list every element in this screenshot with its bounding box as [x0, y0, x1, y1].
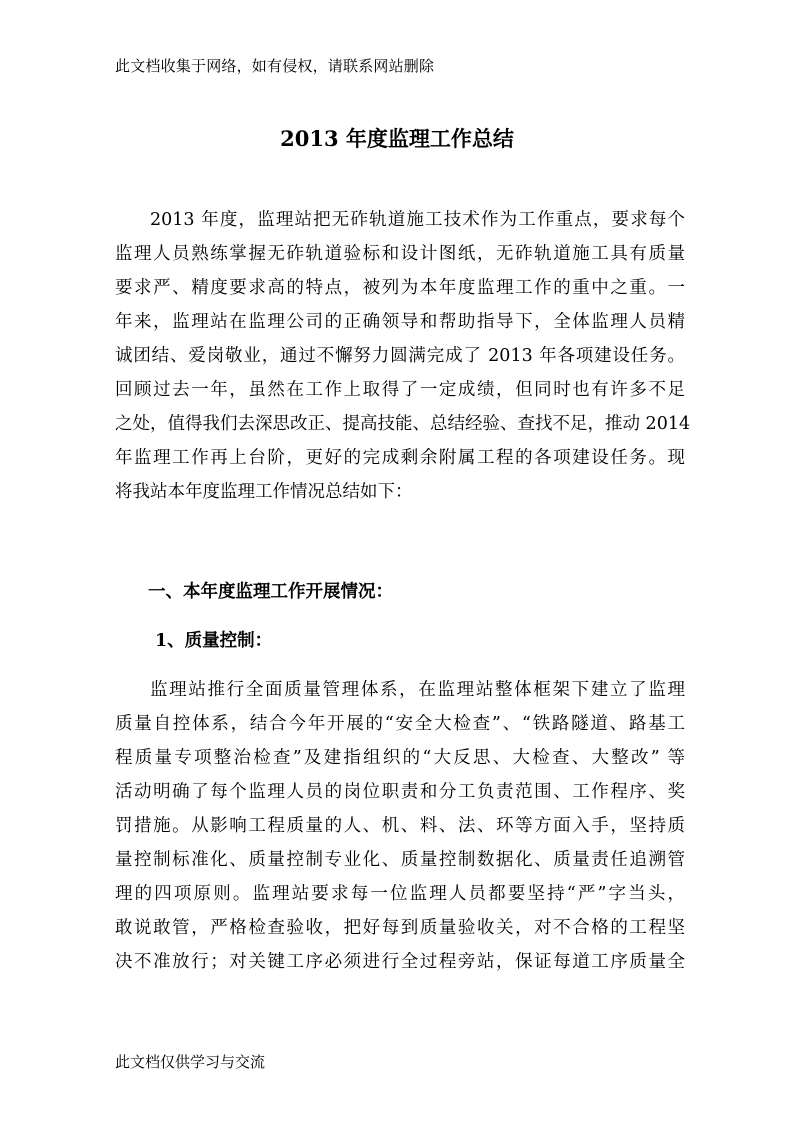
paragraph-line: 敢说敢管，严格检查验收，把好每到质量验收关，对不合格的工程坚 — [115, 918, 685, 938]
footer-note: 此文档仅供学习与交流 — [115, 1053, 266, 1071]
paragraph-line: 决不准放行；对关键工序必须进行全过程旁站，保证每道工序质量全 — [115, 952, 685, 972]
subsection-heading: 1、质量控制： — [155, 631, 273, 651]
paragraph-line: 监理站推行全面质量管理体系，在监理站整体框架下建立了监理 — [150, 680, 685, 700]
paragraph-line: 罚措施。从影响工程质量的人、机、料、法、环等方面入手，坚持质 — [115, 816, 685, 836]
intro-paragraph — [115, 203, 691, 509]
paragraph-line: 要求严、精度要求高的特点，被列为本年度监理工作的重中之重。一 — [115, 278, 685, 298]
paragraph-line: 监理人员熟练掌握无砟轨道验标和设计图纸，无砟轨道施工具有质量 — [115, 244, 685, 264]
paragraph-line: 2013 年度，监理站把无砟轨道施工技术作为工作重点，要求每个 — [150, 210, 685, 230]
paragraph-line: 年监理工作再上台阶，更好的完成剩余附属工程的各项建设任务。现 — [115, 448, 685, 468]
header-note: 此文档收集于网络，如有侵权，请联系网站删除 — [115, 57, 435, 75]
document-title: 2013 年度监理工作总结 — [280, 126, 514, 151]
paragraph-line: 回顾过去一年，虽然在工作上取得了一定成绩，但同时也有许多不足 — [115, 380, 685, 400]
paragraph-line: 年来，监理站在监理公司的正确领导和帮助指导下，全体监理人员精 — [115, 312, 685, 332]
paragraph-line: 量控制标准化、质量控制专业化、质量控制数据化、质量责任追溯管 — [115, 850, 685, 870]
paragraph-line: 活动明确了每个监理人员的岗位职责和分工负责范围、工作程序、奖 — [115, 782, 685, 802]
paragraph-line: 诚团结、爱岗敬业，通过不懈努力圆满完成了 2013 年各项建设任务。 — [115, 346, 685, 366]
section-heading: 一、本年度监理工作开展情况： — [148, 582, 393, 602]
quality-paragraph — [115, 673, 685, 979]
paragraph-line: 之处，值得我们去深思改正、提高技能、总结经验、查找不足，推动 2014 — [115, 414, 691, 434]
paragraph-line: 理的四项原则。监理站要求每一位监理人员都要坚持“严”字当头， — [115, 884, 685, 904]
paragraph-line: 质量自控体系，结合今年开展的“安全大检查”、“铁路隧道、路基工 — [115, 714, 685, 734]
paragraph-line: 将我站本年度监理工作情况总结如下： — [115, 482, 413, 502]
paragraph-line: 程质量专项整治检查”及建指组织的“大反思、大检查、大整改” 等 — [115, 748, 685, 768]
